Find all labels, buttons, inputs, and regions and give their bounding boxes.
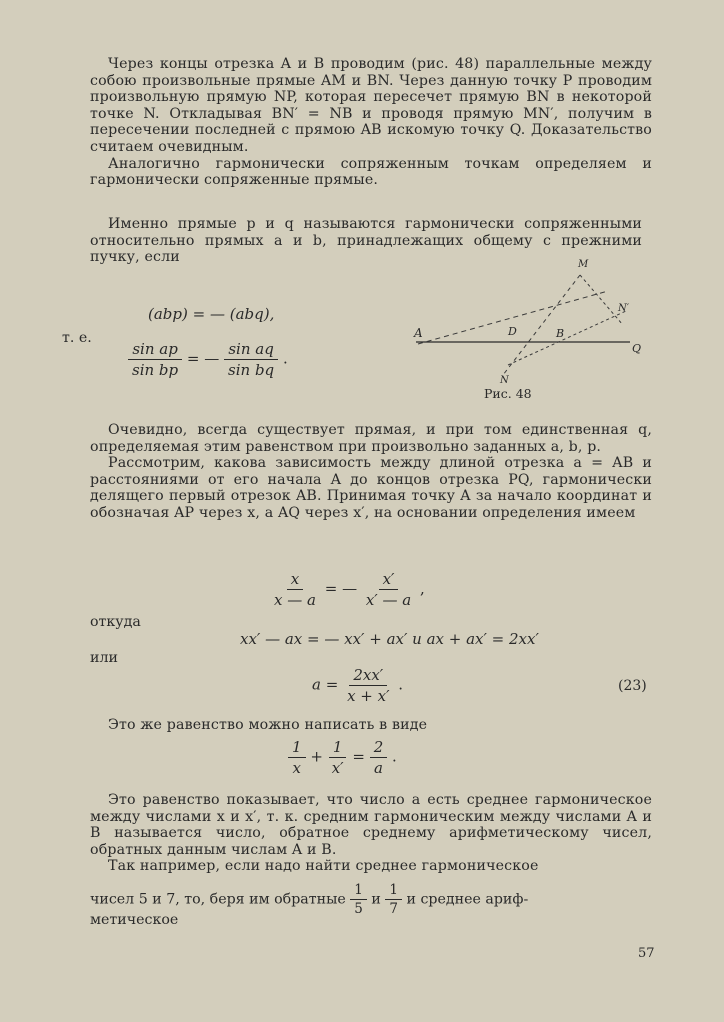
paragraph-harmonic-mean: Это равенство показывает, что число a есть среднее гармоническое между числами x и x′, т. к. средним гармоническим между числами A и B называется число, обратное среднему арифметическому чисел, обратных данным числам A и B. bbox=[90, 792, 652, 858]
formula-23: a = $\frac{2xx'}{x + x'}$ . bbox=[312, 666, 404, 705]
fig-label-n-prime: N′ bbox=[618, 303, 630, 314]
a-den: a bbox=[374, 759, 383, 777]
line-nn-dashed bbox=[508, 311, 626, 365]
line-mq-dashed bbox=[580, 275, 623, 325]
sin-ap: sin ap bbox=[128, 340, 181, 360]
frac-1-7-num: 1 bbox=[385, 882, 402, 900]
x-den: x bbox=[292, 759, 301, 777]
two-num: 2 bbox=[370, 738, 388, 758]
page-number: 57 bbox=[638, 946, 655, 961]
frac-2xx-den: x + x′ bbox=[347, 687, 390, 705]
frac-x-num: x bbox=[287, 570, 303, 590]
a-equals: a = bbox=[312, 675, 339, 694]
formula-sine-ratio: $\frac{\text{sin ap}}{\text{sin bp}}$ = — $\frac{\text{sin aq}}{\text{sin bq}}$ . bbox=[128, 340, 288, 379]
paragraph-rewrite: Это же равенство можно написать в виде bbox=[108, 717, 428, 733]
paragraph-construction: Через концы отрезка A и B проводим (рис. 48) параллельные между собою произвольные прямые AM и BN. Через данную точку P проводим произвольную прямую NP, которая пересечет прямую BN в некоторой точке N. Откладывая BN′ = NB и проводя прямую MN′, получим в пересечении последней с прямою AB искомую точку Q. Доказательство считаем очевидным. bbox=[90, 56, 652, 155]
example-text-1: чисел 5 и 7, то, беря им обратные bbox=[90, 891, 346, 908]
figure-caption: Рис. 48 bbox=[484, 386, 532, 401]
paragraph-analogy: Аналогично гармонически сопряженным точкам определяем и гармонически сопряженные прямые. bbox=[90, 155, 652, 189]
example-text-2: и среднее ариф- bbox=[406, 891, 529, 908]
text-block-rewrite bbox=[90, 717, 652, 734]
sin-bq: sin bq bbox=[228, 361, 275, 379]
one-num-2: 1 bbox=[329, 738, 347, 758]
label-otkuda: откуда bbox=[90, 614, 141, 630]
example-line-end: метическое bbox=[90, 912, 179, 928]
fig-label-q: Q bbox=[632, 342, 642, 355]
fig-label-d: D bbox=[508, 325, 517, 338]
frac-1-7-den: 7 bbox=[389, 901, 398, 917]
formula-te-label: т. е. bbox=[62, 330, 92, 346]
figure-48 bbox=[408, 255, 652, 390]
frac-1-5-den: 5 bbox=[354, 901, 363, 917]
fig-label-b: B bbox=[556, 327, 565, 340]
fig-label-m: M bbox=[578, 259, 589, 270]
fig-label-a: A bbox=[414, 326, 423, 340]
text-block-top bbox=[90, 56, 652, 189]
fig-label-n: N bbox=[500, 375, 509, 386]
one-num-1: 1 bbox=[288, 738, 306, 758]
example-and: и bbox=[371, 891, 381, 908]
formula-expansion: xx′ — ax = — xx′ + ax′ и ax + ax′ = 2xx′ bbox=[240, 630, 539, 648]
text-block-middle bbox=[90, 422, 652, 522]
frac-2xx-num: 2xx′ bbox=[349, 666, 387, 686]
frac-x-den: x — a bbox=[274, 591, 316, 609]
frac-xp-den: x′ — a bbox=[365, 591, 412, 609]
paragraph-segment: Рассмотрим, какова зависимость между длиной отрезка a = AB и расстояниями от его начала A до концов отрезка PQ, гармонически делящего первый отрезок AB. Принимая точку A за начало координат и обозначая AP через x, a AQ через x′, на основании определения имеем bbox=[90, 455, 652, 521]
paragraph-definition: Именно прямые p и q называются гармонически сопряженными относительно прямых a и b, принадлежащих общему с прежними пучку, если bbox=[90, 216, 642, 266]
formula-cross-ratio: (abp) = — (abq), bbox=[148, 305, 275, 323]
sin-bp: sin bp bbox=[132, 361, 179, 379]
formula-reciprocal: $\frac{1}{x}$ + $\frac{1}{x'}$ = $\frac{2}{a}$ . bbox=[288, 738, 397, 777]
frac-1-5-num: 1 bbox=[350, 882, 367, 900]
paragraph-example-start: Так например, если надо найти среднее гармоническое bbox=[108, 858, 539, 875]
equation-number: (23) bbox=[618, 678, 647, 694]
formula-definition: $\frac{x}{x — a}$ = — $\frac{x'}{x' — a}$ , bbox=[270, 570, 425, 609]
text-block-harmonic bbox=[90, 792, 652, 875]
xp-den: x′ bbox=[331, 759, 344, 777]
paragraph-uniqueness: Очевидно, всегда существует прямая, и при том единственная q, определяемая этим равенством при произвольно заданных a, b, p. bbox=[90, 422, 652, 455]
label-ili: или bbox=[90, 650, 118, 666]
sin-aq: sin aq bbox=[224, 340, 277, 360]
frac-xp-num: x′ bbox=[379, 570, 399, 590]
